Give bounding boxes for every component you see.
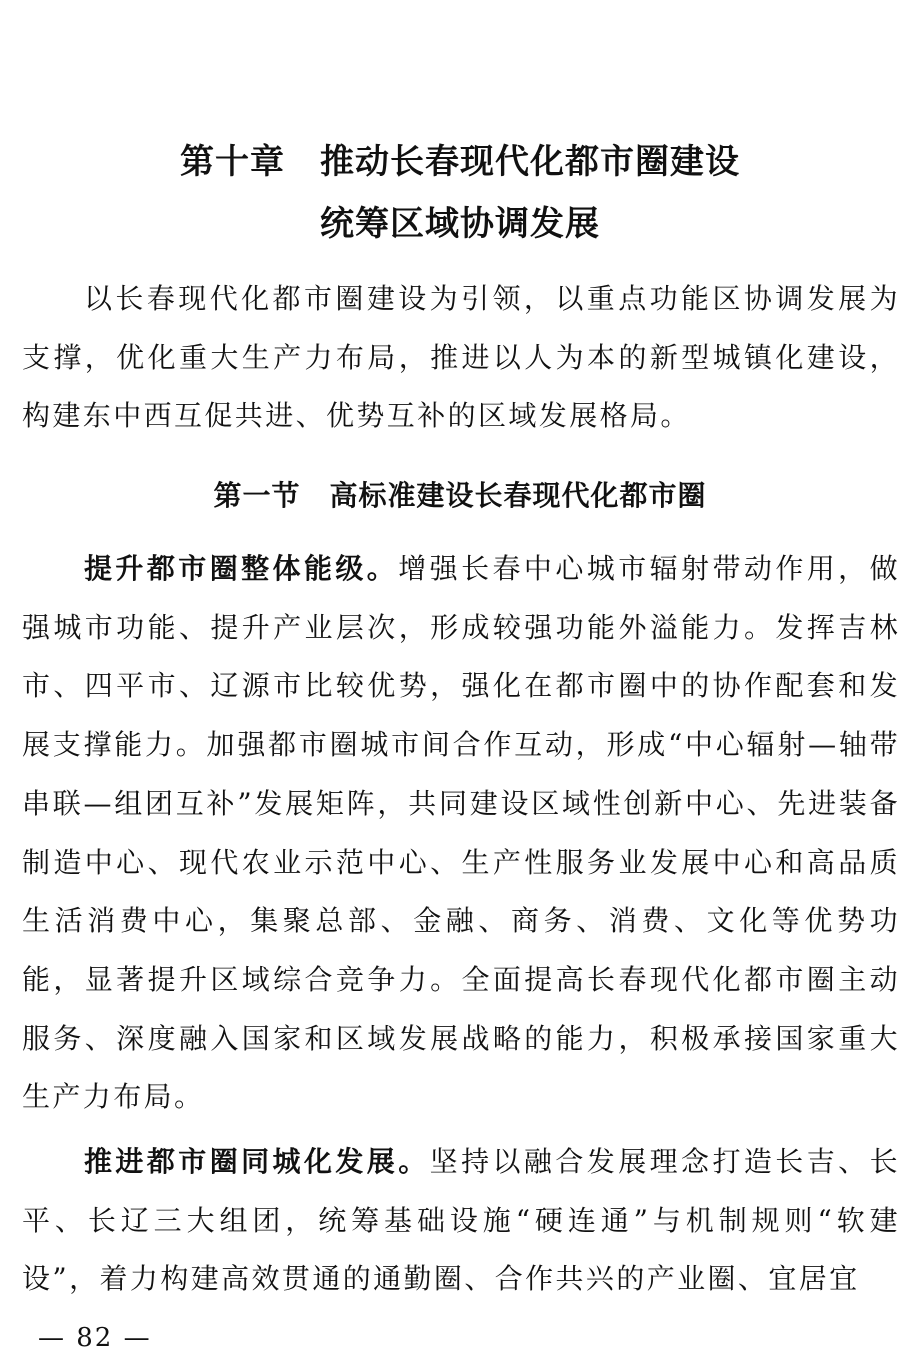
page-number: — 82 —: [38, 1323, 152, 1353]
paragraph-raise-capacity: [22, 540, 900, 1127]
paragraph-body: 坚持以融合发展理念打造长吉、长平、长辽三大组团，统筹基础设施“硬连通”与机制规则“软建设”，着力构建高效贯通的通勤圈、合作共兴的产业圈、宜居宜: [22, 1145, 900, 1296]
paragraph-body: 增强长春中心城市辐射带动作用，做强城市功能、提升产业层次，形成较强功能外溢能力。发挥吉林市、四平市、辽源市比较优势，强化在都市圈中的协作配套和发展支撑能力。加强都市圈城市间合作互动，形成“中心辐射—轴带串联—组团互补”发展矩阵，共同建设区域性创新中心、先进装备制造中心、现代农业示范中心、生产性服务业发展中心和高品质生活消费中心，集聚总部、金融、商务、消费、文化等优势功能，显著提升区域综合竞争力。全面提高长春现代化都市圈主动服务、深度融入国家和区域发展战略的能力，积极承接国家重大生产力布局。: [22, 552, 900, 1114]
chapter-subtitle: 统筹区域协调发展: [320, 204, 600, 244]
paragraph-lead: 推进都市圈同城化发展。: [84, 1145, 430, 1178]
paragraph-lead: 提升都市圈整体能级。: [84, 552, 399, 585]
section-title: 第一节 高标准建设长春现代化都市圈: [213, 479, 707, 512]
chapter-title: 第十章 推动长春现代化都市圈建设: [180, 142, 740, 182]
paragraph-integration: [22, 1133, 900, 1309]
intro-paragraph: 以长春现代化都市圈建设为引领，以重点功能区协调发展为支撑，优化重大生产力布局，推进以人为本的新型城镇化建设，构建东中西互促共进、优势互补的区域发展格局。: [22, 282, 900, 433]
